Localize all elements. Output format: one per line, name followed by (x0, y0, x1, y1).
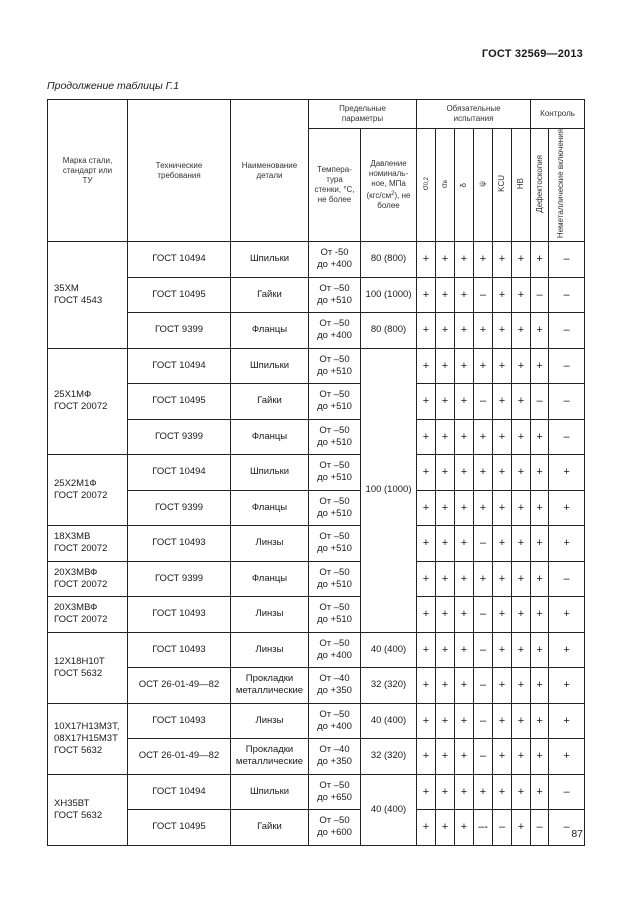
tech-cell: ГОСТ 10494 (128, 774, 231, 810)
test-mark: – (474, 384, 493, 420)
temp-cell: От –50 до +510 (309, 597, 361, 633)
test-mark: + (493, 526, 512, 562)
test-mark: + (417, 561, 436, 597)
table-row (48, 490, 585, 526)
test-mark: + (455, 810, 474, 846)
test-mark: + (493, 668, 512, 704)
delta-label: δ (459, 182, 469, 188)
tech-cell: ГОСТ 10494 (128, 455, 231, 491)
pressure-cell: 100 (1000) (361, 277, 417, 313)
test-mark: – (474, 526, 493, 562)
table-row (48, 384, 585, 420)
test-mark: – (549, 242, 585, 278)
defect-label: Дефектоскопия (534, 154, 544, 213)
test-mark: – (549, 348, 585, 384)
test-mark: + (417, 277, 436, 313)
temp-cell: От –50 до +510 (309, 561, 361, 597)
col-grade-header: Марка стали, стандарт или ТУ (48, 100, 128, 242)
tech-cell: ГОСТ 10494 (128, 348, 231, 384)
pressure-cell: 40 (400) (361, 632, 417, 668)
test-mark: + (549, 703, 585, 739)
test-mark: + (474, 561, 493, 597)
table-row (48, 242, 585, 278)
control-group-header: Контроль (531, 100, 585, 129)
test-mark: + (512, 313, 531, 349)
table-row (48, 455, 585, 491)
test-mark: + (512, 384, 531, 420)
test-mark: + (436, 526, 455, 562)
temp-cell: От –40 до +350 (309, 739, 361, 775)
test-mark: + (512, 668, 531, 704)
test-mark: –- (474, 810, 493, 846)
test-mark: + (417, 810, 436, 846)
grade-cell: 35ХМ ГОСТ 4543 (48, 242, 128, 349)
tech-cell: ГОСТ 9399 (128, 561, 231, 597)
test-mark: + (455, 384, 474, 420)
sigmab-sub: в (442, 179, 449, 183)
temp-cell: От –50 до +510 (309, 419, 361, 455)
table-row (48, 668, 585, 704)
table-row (48, 561, 585, 597)
test-mark: + (474, 242, 493, 278)
test-mark: + (474, 455, 493, 491)
test-mark: + (417, 597, 436, 633)
test-mark: + (417, 526, 436, 562)
test-mark: + (512, 632, 531, 668)
tech-cell: ГОСТ 10493 (128, 597, 231, 633)
test-mark: + (417, 774, 436, 810)
temp-cell: От –50 до +400 (309, 313, 361, 349)
test-mark: + (512, 526, 531, 562)
test-mark: + (455, 526, 474, 562)
table-row (48, 348, 585, 384)
test-mark: + (474, 313, 493, 349)
name-cell: Прокладки металлические (231, 668, 309, 704)
pressure-cell: 40 (400) (361, 774, 417, 845)
test-mark: + (493, 632, 512, 668)
test-mark: + (549, 739, 585, 775)
pressure-label-a: Давление номиналь-ное, МПа (кгс/см (366, 159, 409, 201)
test-mark: + (512, 490, 531, 526)
test-mark: + (436, 348, 455, 384)
name-cell: Гайки (231, 277, 309, 313)
temp-cell: От –50 до +510 (309, 277, 361, 313)
tech-cell: ГОСТ 10493 (128, 526, 231, 562)
test-mark: + (417, 668, 436, 704)
test-mark: + (549, 668, 585, 704)
test-mark: + (436, 242, 455, 278)
name-cell: Фланцы (231, 419, 309, 455)
psi-label: ψ (478, 181, 488, 188)
tech-cell: ГОСТ 10495 (128, 277, 231, 313)
test-mark: + (549, 455, 585, 491)
grade-cell: 20Х3МВФ ГОСТ 20072 (48, 561, 128, 597)
col-sigma02-header (417, 129, 436, 242)
document-code: ГОСТ 32569—2013 (481, 48, 583, 60)
tech-cell: ГОСТ 9399 (128, 490, 231, 526)
col-temp-header: Темпера-тура стенки, °С, не более (309, 129, 361, 242)
test-mark: – (549, 561, 585, 597)
pressure-cell: 32 (320) (361, 739, 417, 775)
test-mark: – (474, 277, 493, 313)
test-mark: + (531, 419, 549, 455)
col-pressure-header (361, 129, 417, 242)
test-mark: + (436, 739, 455, 775)
col-delta-header (455, 129, 474, 242)
tech-cell: ГОСТ 10495 (128, 810, 231, 846)
test-mark: + (531, 348, 549, 384)
test-mark: + (455, 490, 474, 526)
test-mark: + (417, 490, 436, 526)
table-row (48, 597, 585, 633)
test-mark: + (531, 242, 549, 278)
test-mark: + (474, 490, 493, 526)
col-sigmab-header (436, 129, 455, 242)
test-mark: – (474, 597, 493, 633)
test-mark: + (455, 242, 474, 278)
temp-cell: От –50 до +400 (309, 632, 361, 668)
temp-cell: От –50 до +510 (309, 526, 361, 562)
pressure-cell: 32 (320) (361, 668, 417, 704)
test-mark: + (455, 419, 474, 455)
table-caption: Продолжение таблицы Г.1 (47, 80, 180, 92)
name-cell: Фланцы (231, 313, 309, 349)
test-mark: + (493, 242, 512, 278)
name-cell: Гайки (231, 384, 309, 420)
grade-cell: 20Х3МВФ ГОСТ 20072 (48, 597, 128, 633)
temp-cell: От –50 до +510 (309, 455, 361, 491)
name-cell: Линзы (231, 597, 309, 633)
test-mark: + (512, 419, 531, 455)
col-nonmetal-header (549, 129, 585, 242)
name-cell: Линзы (231, 526, 309, 562)
test-mark: + (531, 774, 549, 810)
test-mark: – (549, 774, 585, 810)
test-mark: + (455, 348, 474, 384)
col-name-header: Наименование детали (231, 100, 309, 242)
tech-cell: ГОСТ 10494 (128, 242, 231, 278)
table-row (48, 739, 585, 775)
col-kcu-header (493, 129, 512, 242)
table-row (48, 632, 585, 668)
test-mark: + (493, 419, 512, 455)
limits-group-header: Предельные параметры (309, 100, 417, 129)
table-row (48, 774, 585, 810)
pressure-label-b: ), не более (377, 191, 411, 211)
test-mark: + (474, 348, 493, 384)
test-mark: + (436, 313, 455, 349)
name-cell: Линзы (231, 703, 309, 739)
name-cell: Линзы (231, 632, 309, 668)
page-number: 87 (571, 828, 583, 840)
hb-label: HB (516, 178, 526, 190)
col-psi-header (474, 129, 493, 242)
test-mark: + (436, 384, 455, 420)
test-mark: + (436, 490, 455, 526)
test-mark: + (436, 703, 455, 739)
name-cell: Шпильки (231, 348, 309, 384)
test-mark: + (549, 526, 585, 562)
test-mark: + (531, 490, 549, 526)
test-mark: – (474, 668, 493, 704)
pressure-label-sup: 2 (391, 191, 395, 198)
test-mark: + (531, 668, 549, 704)
test-mark: + (417, 348, 436, 384)
test-mark: + (417, 455, 436, 491)
test-mark: + (455, 277, 474, 313)
test-mark: + (512, 455, 531, 491)
test-mark: + (417, 242, 436, 278)
test-mark: + (493, 703, 512, 739)
test-mark: + (455, 668, 474, 704)
tech-cell: ГОСТ 10493 (128, 703, 231, 739)
test-mark: + (512, 561, 531, 597)
temp-cell: От –50 до +650 (309, 774, 361, 810)
tech-cell: ГОСТ 9399 (128, 419, 231, 455)
test-mark: + (531, 632, 549, 668)
test-mark: + (512, 348, 531, 384)
table-row (48, 526, 585, 562)
test-mark: – (531, 384, 549, 420)
tech-cell: ОСТ 26-01-49—82 (128, 668, 231, 704)
test-mark: – (531, 277, 549, 313)
test-mark: + (474, 419, 493, 455)
temp-cell: От –50 до +510 (309, 384, 361, 420)
test-mark: + (436, 561, 455, 597)
test-mark: + (493, 561, 512, 597)
test-mark: + (531, 597, 549, 633)
col-tech-header: Технические требования (128, 100, 231, 242)
test-mark: + (549, 597, 585, 633)
test-mark: + (493, 597, 512, 633)
test-mark: + (436, 455, 455, 491)
pressure-cell: 100 (1000) (361, 348, 417, 632)
test-mark: + (474, 774, 493, 810)
test-mark: – (549, 384, 585, 420)
test-mark: + (455, 597, 474, 633)
test-mark: + (417, 632, 436, 668)
table-row (48, 810, 585, 846)
name-cell: Шпильки (231, 242, 309, 278)
test-mark: + (455, 774, 474, 810)
grade-cell: 10Х17Н13М3Т, 08Х17Н15М3Т ГОСТ 5632 (48, 703, 128, 774)
test-mark: + (531, 313, 549, 349)
test-mark: + (493, 384, 512, 420)
name-cell: Прокладки металлические (231, 739, 309, 775)
test-mark: + (531, 703, 549, 739)
test-mark: – (474, 739, 493, 775)
name-cell: Гайки (231, 810, 309, 846)
test-mark: + (493, 348, 512, 384)
temp-cell: От –50 до +400 (309, 703, 361, 739)
sigma02-sub: 0,2 (423, 176, 430, 186)
test-mark: + (417, 313, 436, 349)
test-mark: + (493, 490, 512, 526)
grade-cell: ХН35ВТ ГОСТ 5632 (48, 774, 128, 845)
test-mark: + (512, 597, 531, 633)
test-mark: + (549, 632, 585, 668)
pressure-cell: 80 (800) (361, 242, 417, 278)
name-cell: Фланцы (231, 561, 309, 597)
temp-cell: От –40 до +350 (309, 668, 361, 704)
tech-cell: ГОСТ 10495 (128, 384, 231, 420)
test-mark: – (549, 313, 585, 349)
name-cell: Шпильки (231, 455, 309, 491)
test-mark: + (455, 313, 474, 349)
table-row (48, 277, 585, 313)
test-mark: – (493, 810, 512, 846)
test-mark: + (417, 384, 436, 420)
name-cell: Шпильки (231, 774, 309, 810)
test-mark: + (436, 419, 455, 455)
test-mark: + (436, 632, 455, 668)
test-mark: + (493, 774, 512, 810)
table-row (48, 313, 585, 349)
test-mark: + (436, 774, 455, 810)
grade-cell: 25Х1МФ ГОСТ 20072 (48, 348, 128, 455)
test-mark: + (493, 739, 512, 775)
test-mark: + (512, 739, 531, 775)
test-mark: + (436, 668, 455, 704)
test-mark: + (531, 526, 549, 562)
sigma02-symbol: σ (420, 185, 430, 191)
sigmab-symbol: σ (439, 182, 449, 188)
test-mark: + (417, 419, 436, 455)
test-mark: + (512, 810, 531, 846)
steel-table (47, 99, 585, 846)
temp-cell: От –50 до +510 (309, 348, 361, 384)
temp-cell: От -50 до +400 (309, 242, 361, 278)
table-row (48, 703, 585, 739)
test-mark: + (549, 490, 585, 526)
table-row (48, 419, 585, 455)
test-mark: + (455, 561, 474, 597)
temp-cell: От –50 до +510 (309, 490, 361, 526)
temp-cell: От –50 до +600 (309, 810, 361, 846)
grade-cell: 18Х3МВ ГОСТ 20072 (48, 526, 128, 562)
tech-cell: ГОСТ 10493 (128, 632, 231, 668)
test-mark: + (531, 455, 549, 491)
test-mark: + (512, 242, 531, 278)
test-mark: + (493, 313, 512, 349)
tests-group-header: Обязательные испытания (417, 100, 531, 129)
pressure-cell: 80 (800) (361, 313, 417, 349)
test-mark: + (436, 277, 455, 313)
test-mark: + (512, 277, 531, 313)
grade-cell: 25Х2М1Ф ГОСТ 20072 (48, 455, 128, 526)
test-mark: – (549, 419, 585, 455)
test-mark: + (512, 703, 531, 739)
nonmetal-label: Неметаллические включения (555, 129, 565, 239)
test-mark: + (493, 455, 512, 491)
test-mark: + (455, 739, 474, 775)
test-mark: – (531, 810, 549, 846)
test-mark: + (512, 774, 531, 810)
test-mark: + (436, 597, 455, 633)
test-mark: + (531, 739, 549, 775)
test-mark: – (549, 810, 585, 846)
name-cell: Фланцы (231, 490, 309, 526)
col-hb-header (512, 129, 531, 242)
col-defect-header (531, 129, 549, 242)
kcu-label: KCU (497, 175, 507, 193)
test-mark: – (474, 632, 493, 668)
test-mark: + (455, 632, 474, 668)
test-mark: + (455, 455, 474, 491)
tech-cell: ГОСТ 9399 (128, 313, 231, 349)
test-mark: + (417, 739, 436, 775)
test-mark: + (531, 561, 549, 597)
grade-cell: 12Х18Н10Т ГОСТ 5632 (48, 632, 128, 703)
test-mark: + (417, 703, 436, 739)
test-mark: – (474, 703, 493, 739)
test-mark: – (549, 277, 585, 313)
test-mark: + (455, 703, 474, 739)
table-body (48, 242, 585, 846)
pressure-cell: 40 (400) (361, 703, 417, 739)
tech-cell: ОСТ 26-01-49—82 (128, 739, 231, 775)
test-mark: + (436, 810, 455, 846)
test-mark: + (493, 277, 512, 313)
